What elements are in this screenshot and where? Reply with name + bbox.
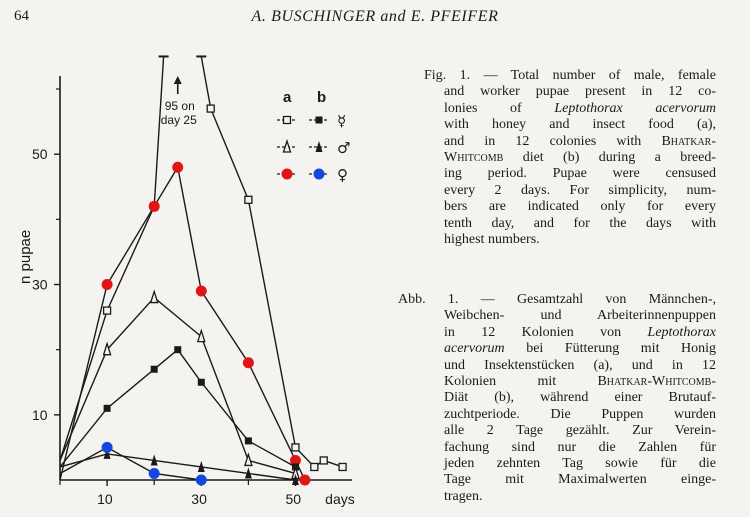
y-tick-label: 10 xyxy=(32,406,48,423)
y-axis-label: n pupae xyxy=(17,229,34,284)
page-number: 64 xyxy=(14,8,29,24)
series-line-0 xyxy=(60,56,164,460)
annotation-arrow-head xyxy=(174,76,182,84)
legend-marker-b xyxy=(314,169,325,180)
y-tick-label: 50 xyxy=(32,146,48,163)
figure-label: Fig. 1. — xyxy=(424,68,498,83)
data-point xyxy=(320,457,327,464)
annotation-text: 95 on xyxy=(164,99,195,113)
data-point xyxy=(245,196,252,203)
data-point xyxy=(151,292,158,303)
species-name: Leptothorax acervorum xyxy=(554,100,717,116)
x-axis-label: days xyxy=(325,491,355,507)
data-point xyxy=(102,279,113,290)
series-line-6 xyxy=(60,350,295,467)
data-point xyxy=(311,463,318,470)
data-point xyxy=(292,444,299,451)
data-point xyxy=(151,366,158,373)
data-point xyxy=(292,463,299,470)
data-point xyxy=(149,468,160,479)
y-tick-label: 30 xyxy=(32,276,48,293)
legend-symbol: ♂ xyxy=(337,139,351,157)
figure-label-de: Abb. 1. — xyxy=(398,292,495,307)
data-point xyxy=(149,201,160,212)
data-point xyxy=(104,405,111,412)
data-point xyxy=(245,437,252,444)
x-tick-label: 50 xyxy=(285,491,302,507)
legend-col-a: a xyxy=(283,89,292,106)
data-point xyxy=(198,379,205,386)
data-point xyxy=(339,463,346,470)
legend-symbol: ♀ xyxy=(337,166,348,184)
data-point xyxy=(243,357,254,368)
annotation-text: day 25 xyxy=(160,113,197,127)
x-tick-label: 30 xyxy=(191,491,207,507)
data-point xyxy=(245,454,252,465)
legend-symbol: ☿ xyxy=(337,112,347,130)
caption-german: Abb. 1. — Gesamtzahl von Männchen-, Weibchen- und Arbeiterinnenpuppen in 12 Kolonien von Leptothorax acervorum bei Fütterung mit Honig und Insektenstücken (a), und in 12 Kolonien mit Bhatkar-Whitcomb- Diät (b), während einer Brutauf- zuchtperiode. Die Puppen wurden alle 2 Tage gezählt. Zur Verein- fachung sind nur die Zahlen für jeden zehnten Tag sowie für die Tage mit Maximalwerten einge- tragen. xyxy=(398,292,716,504)
running-head: A. BUSCHINGER and E. PFEIFER xyxy=(251,8,499,25)
series-line-4 xyxy=(60,167,305,480)
legend-marker-b xyxy=(316,117,323,124)
legend-col-b: b xyxy=(317,89,327,106)
data-point xyxy=(104,344,111,355)
data-point xyxy=(207,105,214,112)
data-point xyxy=(196,286,207,297)
chart-svg xyxy=(0,30,390,517)
data-point xyxy=(172,162,183,173)
data-point xyxy=(174,346,181,353)
data-point xyxy=(102,442,113,453)
caption-en-line: Fig. 1. — Total number of male, female xyxy=(398,68,716,84)
data-point xyxy=(198,331,205,342)
x-tick-label: 10 xyxy=(97,491,113,507)
caption-english: Fig. 1. — Total number of male, female and worker pupae present in 12 co- lonies of Leptothorax acervorum with honey and insect food (a), and in 12 colonies with Bhatkar- Whitcomb diet (b) during a breed- ing period. Pupae were censused every 2 days. For simplicity, num- bers are indicated only for every tenth day, and for the days with highest numbers. xyxy=(398,68,716,248)
data-point xyxy=(299,475,310,486)
legend-marker-a xyxy=(282,169,293,180)
figure-1-chart xyxy=(0,30,390,517)
data-point xyxy=(104,307,111,314)
data-point xyxy=(196,475,207,486)
legend-marker-a xyxy=(284,117,291,124)
